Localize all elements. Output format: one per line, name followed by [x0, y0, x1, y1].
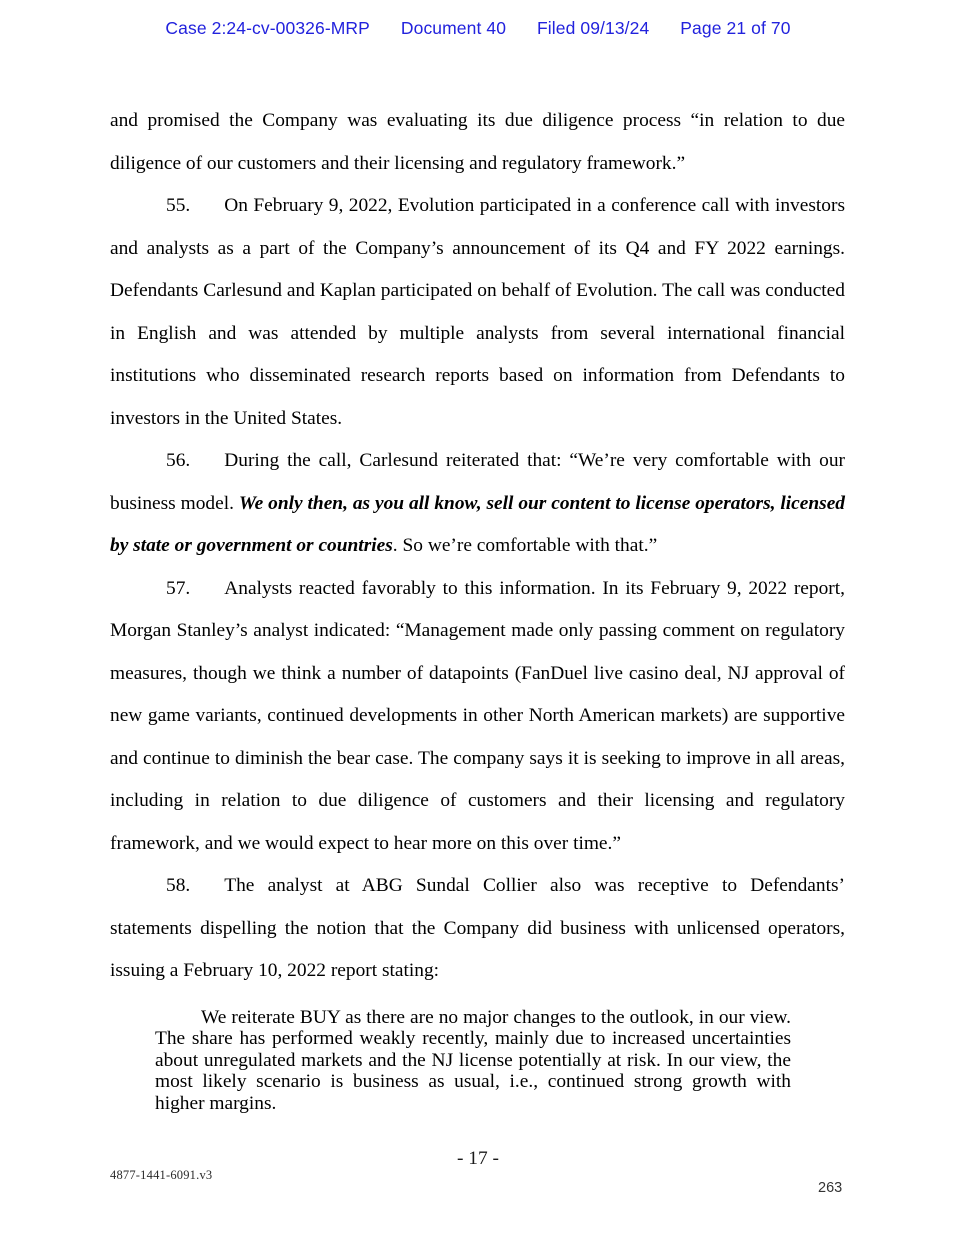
- ecf-filed-date: Filed 09/13/24: [537, 18, 650, 38]
- continued-paragraph: and promised the Company was evaluating its due diligence process “in relation to due diligence of our customers and their licensing and regulatory framework.”: [110, 110, 845, 174]
- document-id-footer: 4877-1441-6091.v3: [110, 1168, 213, 1182]
- numbered-paragraph-58: [110, 865, 845, 993]
- paragraph-text-lead: During the call, Carlesund reiterated that: “We’re very comfortable with our business model.: [110, 450, 845, 514]
- paragraph-text: On February 9, 2022, Evolution participated in a conference call with investors and analysts as a part of the Company’s announcement of its Q4 and FY 2022 earnings. Defendants Carlesund and Kaplan participated on behalf of Evolution. The call was conducted in English and was attended by multiple analysts from several international financial institutions who disseminated research reports based on information from Defendants to investors in the United States.: [110, 195, 845, 429]
- ecf-document-number: Document 40: [400, 18, 507, 38]
- paragraph-number: 55.: [166, 195, 191, 216]
- numbered-paragraph-55: [110, 185, 845, 440]
- numbered-paragraph-56: [110, 440, 845, 568]
- paragraph-text: Analysts reacted favorably to this information. In its February 9, 2022 report, Morgan Stanley’s analyst indicated: “Management made only passing comment on regulatory measures, though we think a number of datapoints (FanDuel live casino deal, NJ approval of new game variants, continued developments in other North American markets) are supportive and continue to diminish the bear case. The company says it is seeking to improve in all areas, including in relation to due diligence of customers and their licensing and regulatory framework, and we would expect to hear more on this over time.”: [110, 577, 845, 854]
- numbered-paragraph-57: [110, 568, 845, 866]
- paragraph-text-trail: . So we’re comfortable with that.”: [392, 535, 658, 556]
- page-number-footer: - 17 -: [456, 1148, 499, 1169]
- paragraph-text: The analyst at ABG Sundal Collier also was receptive to Defendants’ statements dispelling the notion that the Company did business with unlicensed operators, issuing a February 10, 2022 report stating:: [110, 875, 845, 981]
- emphasized-quote-text: We only then, as you all know, sell our content to license operators, licensed by state or government or countries: [110, 492, 845, 556]
- paragraph-number: 57.: [166, 577, 191, 599]
- document-body: [110, 100, 845, 1114]
- paragraph-number: 58.: [166, 875, 191, 896]
- paragraph-number: 56.: [166, 450, 191, 471]
- bates-number-stamp: 263: [818, 1180, 843, 1196]
- ecf-header-stamp: [0, 18, 956, 39]
- ecf-case-number: Case 2:24-cv-00326-MRP: [165, 18, 370, 38]
- indented-block-quote: We reiterate BUY as there are no major changes to the outlook, in our view. The share has performed weakly recently, mainly due to increased uncertainties about unregulated markets and the NJ license potentially at risk. In our view, the most likely scenario is business as usual, i.e., continued strong growth with higher margins.: [155, 1006, 791, 1114]
- ecf-page-indicator: Page 21 of 70: [680, 18, 791, 38]
